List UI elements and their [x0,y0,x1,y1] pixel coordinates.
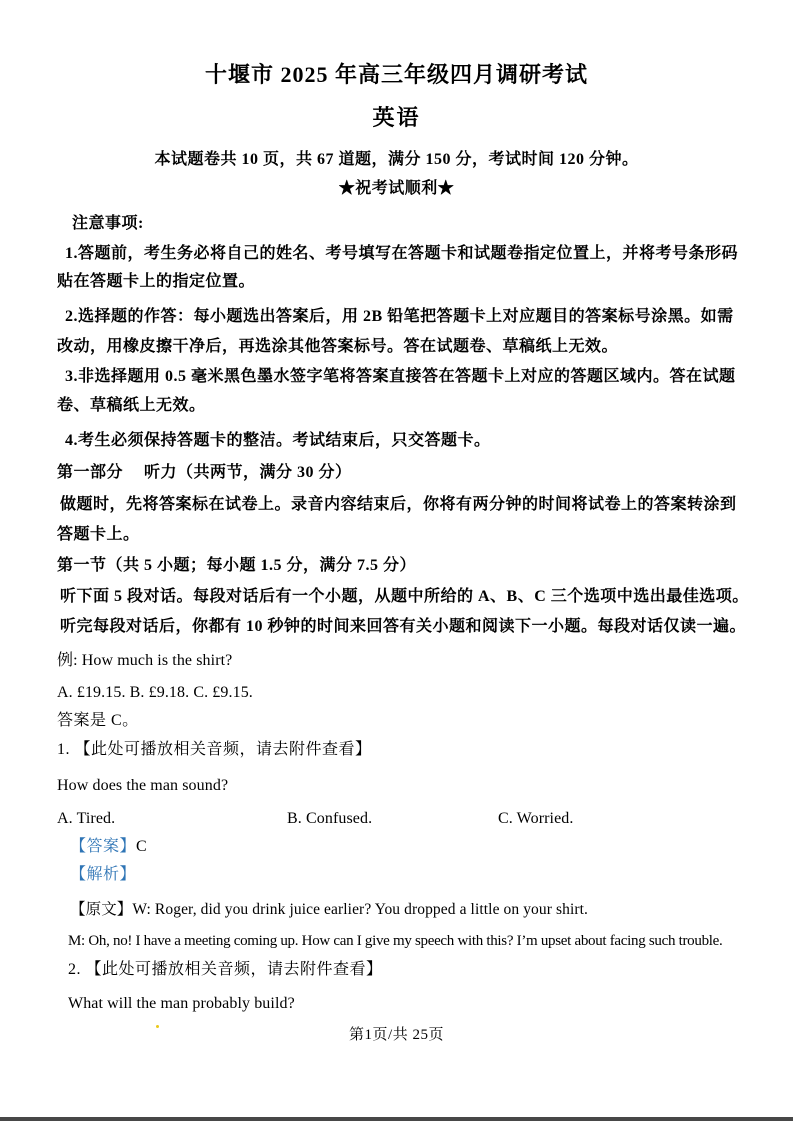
bracket-label: 【答案】 [70,838,137,855]
transcript-1-m: M: Oh, no! I have a meeting coming up. How can I give my speech with this? I’m upset about facing such trouble. [68,933,723,949]
notice-1-line2: 贴在答题卡上的指定位置。 [57,273,256,290]
question-2-text: What will the man probably build? [68,995,295,1012]
question-1-options-option-a: A. Tired. [57,810,116,827]
notice-1-line1: 1.答题前，考生务必将自己的姓名、考号填写在答题卡和试题卷指定位置上，并将考号条形码 [65,245,739,262]
listening-note-line2: 答题卡上。 [57,526,140,543]
doc-subject: 英语 [372,105,421,130]
section1-note-line2: 听完每段对话后，你都有 10 秒钟的时间来回答有关小题和阅读下一小题。每段对话仅读一遍。 [60,618,747,635]
notice-2-line2: 改动，用橡皮擦干净后，再选涂其他答案标号。答在试题卷、草稿纸上无效。 [57,338,619,355]
notice-3-line1: 3.非选择题用 0.5 毫米黑色墨水签字笔将答案直接答在答题卡上对应的答题区域内。答在试题 [65,368,736,385]
doc-title: 十堰市 2025 年高三年级四月调研考试 [204,62,588,87]
notice-2-line1: 2.选择题的作答：每小题选出答案后，用 2B 铅笔把答题卡上对应题目的答案标号涂黑。如需 [65,308,734,325]
example-question: 例: How much is the shirt? [57,652,233,669]
analysis-1-label [70,865,136,884]
answer-1 [70,837,147,856]
question-1-options-option-c: C. Worried. [498,810,574,827]
section1-note-line1: 听下面 5 段对话。每段对话后有一个小题，从题中所给的 A、B、C 三个选项中选出最佳选项。 [60,588,749,605]
highlight-dot [156,1025,159,1028]
notice-heading: 注意事项: [72,215,144,232]
exam-wish: ★祝考试顺利★ [338,180,455,197]
example-options: A. £19.15. B. £9.18. C. £9.15. [57,684,253,701]
question-1-audio-note: 1. 【此处可播放相关音频，请去附件查看】 [57,741,372,758]
question-1-options-option-b: B. Confused. [287,810,373,827]
page-footer: 第1页/共 25页 [349,1027,444,1043]
question-2-audio-note: 2. 【此处可播放相关音频，请去附件查看】 [68,961,383,978]
section1-heading: 第一节（共 5 小题；每小题 1.5 分，满分 7.5 分） [57,557,417,574]
page-bottom-divider [0,1117,793,1121]
example-answer: 答案是 C。 [57,712,139,729]
question-1-text: How does the man sound? [57,777,229,794]
notice-4: 4.考生必须保持答题卡的整洁。考试结束后，只交答题卡。 [65,432,491,449]
part1-heading: 第一部分 听力（共两节，满分 30 分） [57,464,352,481]
answer-value: C [136,838,148,855]
notice-3-line2: 卷、草稿纸上无效。 [57,397,206,414]
transcript-1-w: 【原文】W: Roger, did you drink juice earlier? You dropped a little on your shirt. [70,901,589,918]
exam-info: 本试题卷共 10 页，共 67 道题，满分 150 分，考试时间 120 分钟。 [154,151,639,168]
bracket-label: 【解析】 [70,866,137,883]
listening-note-line1: 做题时，先将答案标在试卷上。录音内容结束后，你将有两分钟的时间将试卷上的答案转涂到 [60,496,737,513]
